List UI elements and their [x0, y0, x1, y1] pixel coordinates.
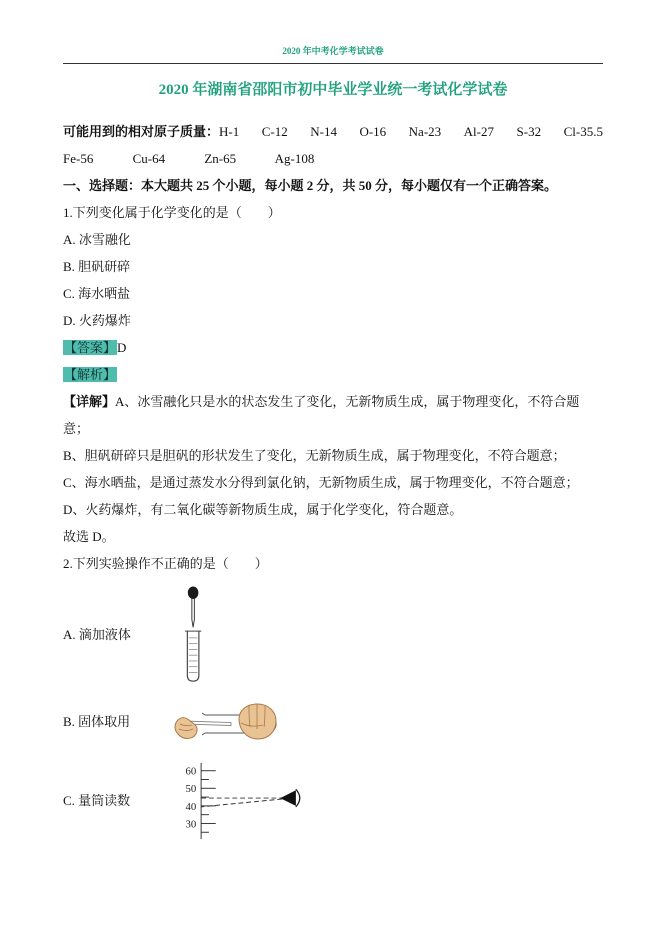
section-heading: 一、选择题：本大题共 25 个小题，每小题 2 分，共 50 分，每小题仅有一个正确答案。 [63, 178, 558, 193]
atomic-mass-item: O-16 [359, 124, 387, 139]
atomic-mass-label: 可能用到的相对原子质量： [63, 124, 220, 139]
page-title: 2020 年湖南省邵阳市初中毕业学业统一考试化学试卷 [158, 82, 508, 98]
scale-tick-label: 40 [185, 800, 197, 813]
answer-label: 【答案】 [64, 340, 117, 355]
right-hand-icon [239, 704, 276, 739]
detail-line-b: B、胆矾研碎只是胆矾的形状发生了变化，无新物质生成，属于物理变化，不符合题意； [63, 448, 566, 463]
conclusion-line: 故选 D。 [63, 529, 115, 544]
atomic-mass-label-group [63, 118, 239, 145]
eye-icon [280, 789, 300, 807]
detail-label: 【详解】 [63, 394, 116, 409]
detail-line-d: D、火药爆炸，有二氧化碳等新物质生成，属于化学变化，符合题意。 [63, 502, 463, 517]
atomic-mass-item: N-14 [310, 124, 337, 139]
left-hand-icon [175, 718, 197, 739]
analysis-label: 【解析】 [64, 367, 117, 382]
atomic-mass-item: H-1 [219, 124, 240, 139]
graduated-cylinder-reading-figure [173, 759, 323, 843]
question-2-option-a-row [63, 585, 603, 685]
scale-tick-label: 30 [185, 818, 197, 831]
atomic-mass-item: Ag-108 [274, 151, 315, 166]
detail-line-c: C、海水晒盐，是通过蒸发水分得到氯化钠，无新物质生成，属于物理变化，不符合题意； [63, 475, 579, 490]
question-1-stem: 1.下列变化属于化学变化的是（ ） [63, 205, 281, 220]
question-2-option-c-row [63, 759, 603, 843]
atomic-mass-item: Fe-56 [63, 151, 94, 166]
atomic-mass-item: Cl-35.5 [563, 124, 603, 139]
question-1-option-d: D. 火药爆炸 [63, 313, 131, 328]
question-1-option-a: A. 冰雪融化 [63, 232, 131, 247]
hands-adding-solid-figure [173, 693, 293, 751]
detail-line-a [63, 388, 603, 442]
question-2-stem: 2.下列实验操作不正确的是（ ） [63, 556, 268, 571]
question-2-option-b-row [63, 693, 603, 751]
dropper-icon [188, 586, 199, 627]
scale-tick-label: 60 [185, 765, 197, 778]
dropper-into-test-tube-figure [173, 585, 219, 685]
test-tube-icon [185, 631, 201, 681]
detail-text: A、冰雪融化只是水的状态发生了变化，无新物质生成，属于物理变化，不符合题意； [63, 394, 580, 436]
answer-value: D [117, 340, 127, 355]
scale-tick-label: 50 [185, 783, 197, 796]
atomic-mass-item: Na-23 [408, 124, 442, 139]
question-2-option-b-label: B. 固体取用 [63, 714, 131, 729]
atomic-mass-item: Zn-65 [204, 151, 237, 166]
scale-tick-labels [185, 766, 196, 831]
atomic-mass-item: Cu-64 [132, 151, 166, 166]
answer-line [63, 334, 603, 361]
question-2-option-a-label: A. 滴加液体 [63, 627, 131, 642]
atomic-mass-line-1 [63, 118, 603, 145]
atomic-mass-item: Al-27 [463, 124, 495, 139]
atomic-mass-line-2 [63, 145, 603, 172]
scale-icon [201, 763, 216, 839]
question-2-option-c-label: C. 量筒读数 [63, 793, 131, 808]
atomic-mass-item: C-12 [261, 124, 288, 139]
atomic-mass-item: S-32 [516, 124, 542, 139]
analysis-line [63, 361, 603, 388]
header-rule [63, 63, 603, 64]
running-header: 2020 年中考化学考试试卷 [282, 46, 384, 56]
question-1-option-b: B. 胆矾研碎 [63, 259, 131, 274]
question-1-option-c: C. 海水晒盐 [63, 286, 131, 301]
